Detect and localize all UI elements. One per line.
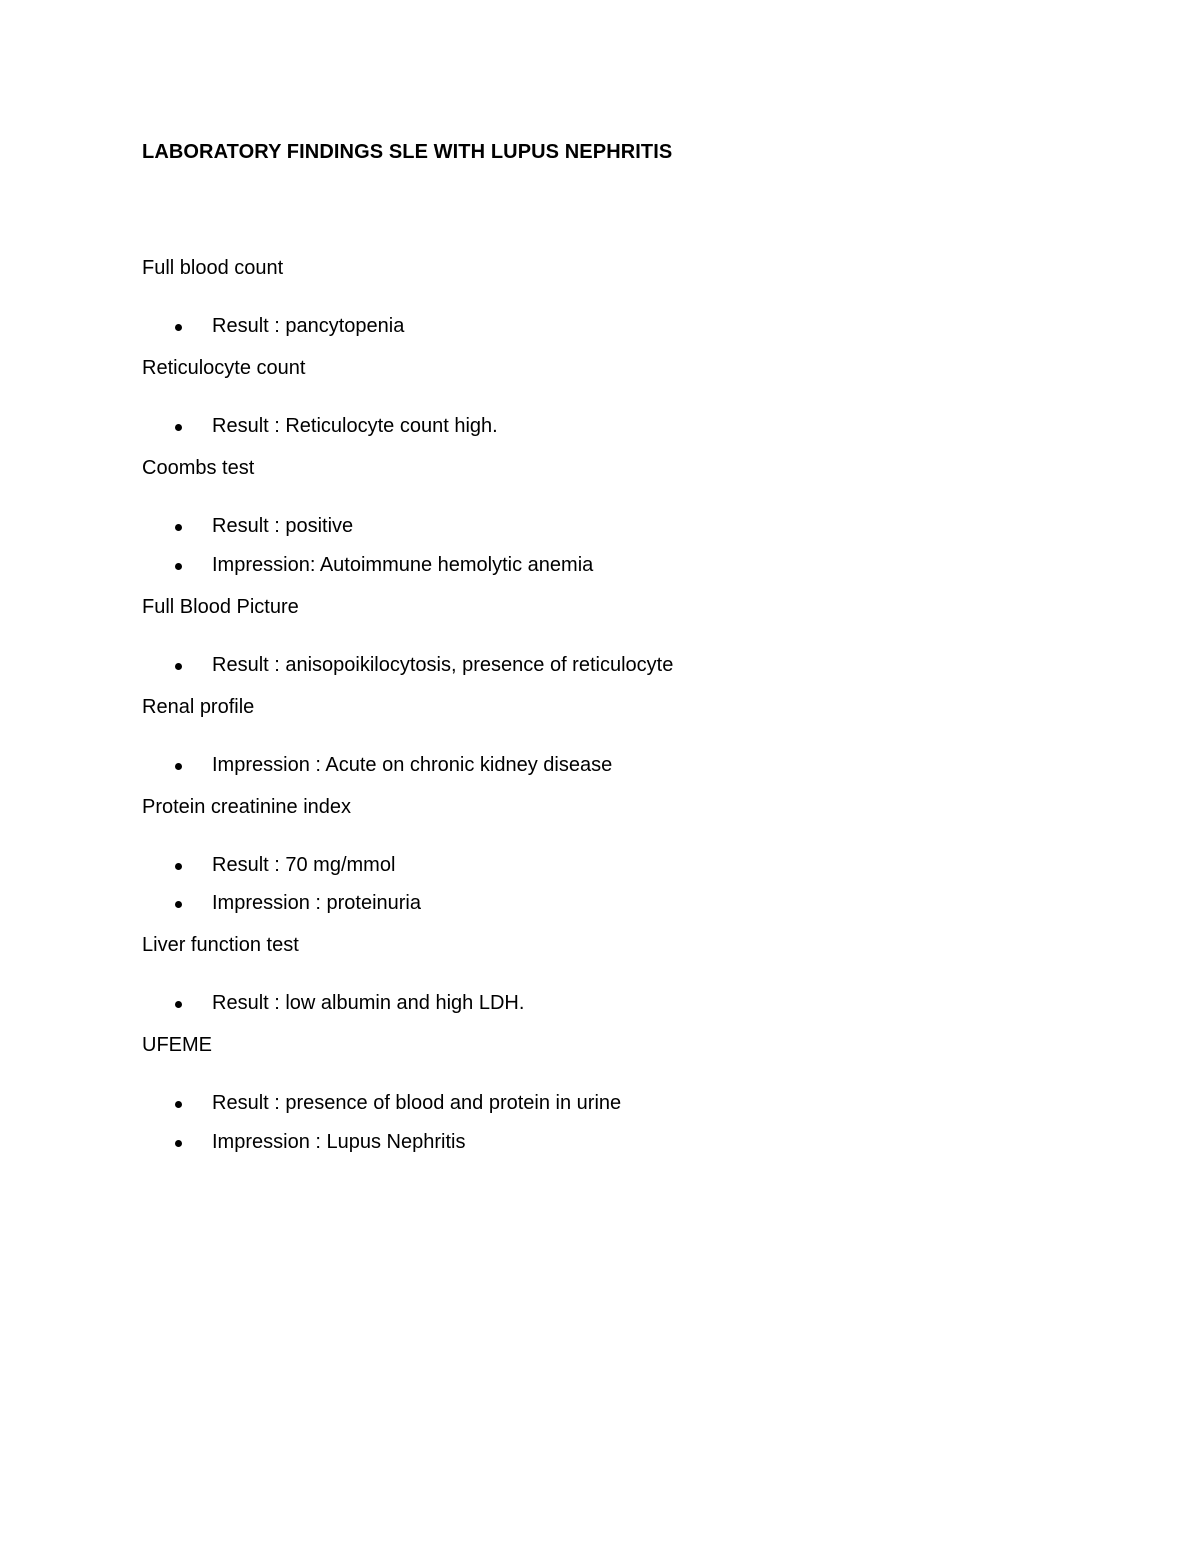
list-item: [142, 414, 1142, 438]
bullet-list: [142, 753, 1142, 777]
section-heading: Protein creatinine index: [142, 795, 352, 818]
bullet-list: [142, 314, 1142, 338]
list-item: [142, 553, 1142, 577]
bullet-icon: [175, 424, 182, 431]
bullet-list: [142, 1091, 1142, 1154]
list-item-text: Impression: Autoimmune hemolytic anemia: [212, 553, 594, 576]
document-title: LABORATORY FINDINGS SLE WITH LUPUS NEPHRITIS: [142, 141, 673, 163]
list-item-text: Result : positive: [212, 515, 354, 537]
bullet-icon: [175, 663, 182, 670]
bullet-icon: [175, 1140, 182, 1147]
bullet-list: [142, 853, 1142, 916]
bullet-icon: [175, 863, 182, 870]
list-item: [142, 653, 1142, 677]
list-item-text: Result : Reticulocyte count high.: [212, 415, 498, 437]
bullet-icon: [175, 1101, 182, 1108]
section-heading: Full blood count: [142, 257, 284, 279]
section-full-blood-picture: [142, 595, 1142, 677]
bullet-list: [142, 514, 1142, 577]
section-protein-creatinine-index: [142, 795, 1142, 916]
bullet-list: [142, 414, 1142, 438]
list-item-text: Impression : Acute on chronic kidney disease: [212, 753, 613, 776]
list-item-text: Result : pancytopenia: [212, 315, 405, 337]
section-heading: UFEME: [142, 1034, 212, 1056]
section-liver-function-test: [142, 933, 1142, 1015]
list-item-text: Result : 70 mg/mmol: [212, 853, 396, 876]
list-item: [142, 514, 1142, 538]
section-full-blood-count: [142, 256, 1142, 338]
section-reticulocyte-count: [142, 356, 1142, 438]
bullet-icon: [175, 763, 182, 770]
findings-list: [142, 256, 1142, 1172]
bullet-list: [142, 653, 1142, 677]
list-item: [142, 1130, 1142, 1154]
section-ufeme: [142, 1033, 1142, 1154]
list-item: [142, 753, 1142, 777]
list-item-text: Result : anisopoikilocytosis, presence of reticulocyte: [212, 653, 674, 676]
bullet-icon: [175, 324, 182, 331]
bullet-list: [142, 991, 1142, 1015]
list-item: [142, 891, 1142, 915]
section-heading: Coombs test: [142, 457, 255, 479]
section-heading: Reticulocyte count: [142, 357, 306, 379]
section-heading: Renal profile: [142, 695, 255, 718]
bullet-icon: [175, 901, 182, 908]
list-item: [142, 853, 1142, 877]
bullet-icon: [175, 563, 182, 570]
list-item: [142, 314, 1142, 338]
section-heading: Full Blood Picture: [142, 595, 299, 618]
list-item-text: Result : presence of blood and protein in urine: [212, 1092, 622, 1114]
section-coombs-test: [142, 456, 1142, 577]
list-item-text: Impression : proteinuria: [212, 892, 421, 914]
list-item-text: Impression : Lupus Nephritis: [212, 1130, 466, 1153]
bullet-icon: [175, 524, 182, 531]
section-heading: Liver function test: [142, 934, 299, 956]
list-item: [142, 991, 1142, 1015]
section-renal-profile: [142, 695, 1142, 777]
list-item-text: Result : low albumin and high LDH.: [212, 992, 525, 1014]
list-item: [142, 1091, 1142, 1115]
bullet-icon: [175, 1001, 182, 1008]
